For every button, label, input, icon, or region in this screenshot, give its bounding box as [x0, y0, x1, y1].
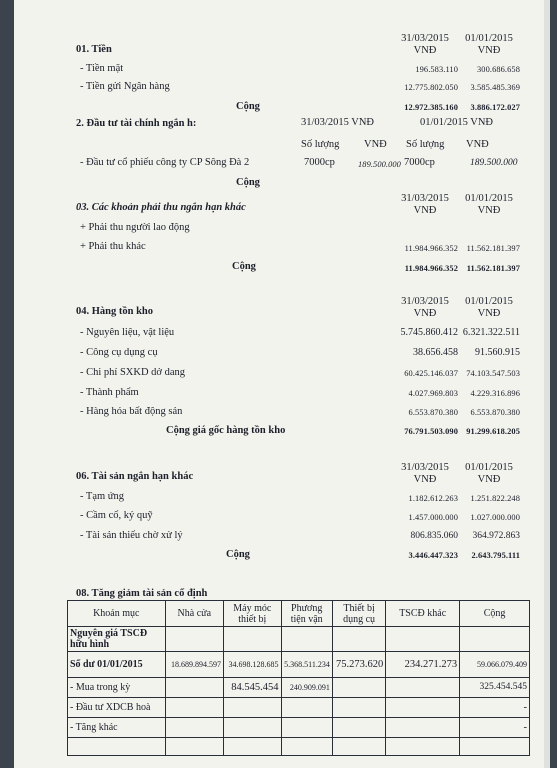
table-cell — [281, 698, 332, 718]
col2-unit: VNĐ — [477, 474, 501, 485]
table-cell — [224, 698, 281, 718]
table-cell — [386, 627, 460, 652]
row-value: 4.027.969.803 — [408, 389, 458, 398]
row-value: 6.553.870.380 — [470, 408, 520, 417]
table-cell: 240.909.091 — [281, 678, 332, 698]
col1-unit: VNĐ — [413, 474, 437, 485]
row-label: - Thành phẩm — [80, 387, 139, 398]
total-value: 12.972.385.160 — [404, 103, 458, 112]
table-cell — [224, 718, 281, 738]
table-cell — [386, 738, 460, 756]
row-value: 3.585.485.369 — [470, 83, 520, 92]
table-cell — [165, 738, 224, 756]
table-cell: 234.271.273 — [386, 652, 460, 678]
total-label: Cộng — [236, 101, 260, 112]
table-cell: - Đầu tư XDCB hoà — [68, 698, 166, 718]
section-title: 01. Tiền — [76, 44, 112, 55]
row-value: 11.984.966.352 — [404, 244, 458, 253]
total-label: Cộng — [236, 177, 260, 188]
row-value: 189.500.000 — [470, 158, 518, 168]
table-cell: 18.689.894.597 — [165, 652, 224, 678]
col1-unit: VNĐ — [413, 308, 437, 319]
row-label: - Nguyên liệu, vật liệu — [80, 327, 175, 338]
col2-date: 01/01/2015 — [465, 296, 513, 307]
table-cell — [386, 698, 460, 718]
table-header: TSCĐ khác — [386, 601, 460, 627]
section-title: 04. Hàng tồn kho — [76, 306, 154, 317]
section-title: 08. Tăng giảm tài sản cố định — [76, 588, 208, 599]
table-cell — [165, 718, 224, 738]
col-unit-header: VNĐ — [364, 139, 387, 150]
table-row — [68, 718, 530, 738]
row-value: 11.562.181.397 — [466, 244, 520, 253]
total-value: 11.562.181.397 — [466, 264, 520, 273]
table-cell — [332, 738, 385, 756]
col1-date: 31/03/2015 — [401, 33, 449, 44]
table-cell: 325.454.545 — [460, 678, 530, 698]
table-header: Máy móc thiết bị — [224, 601, 281, 627]
total-value: 2.643.795.111 — [471, 551, 520, 560]
row-value: 364.972.863 — [472, 531, 520, 541]
table-cell — [224, 627, 281, 652]
table-cell — [165, 698, 224, 718]
row-value: 38.656.458 — [413, 347, 458, 358]
col2-date: 01/01/2015 — [465, 33, 513, 44]
section-title: 06. Tài sản ngắn hạn khác — [76, 471, 194, 482]
total-value: 91.299.618.205 — [466, 427, 520, 436]
table-header: Thiết bị dụng cụ — [332, 601, 385, 627]
row-label: - Công cụ dụng cụ — [80, 347, 158, 358]
table-row — [68, 627, 530, 652]
row-label: - Tiền mặt — [80, 63, 124, 74]
row-value: 189.500.000 — [358, 160, 401, 169]
col1-date: 31/03/2015 — [401, 193, 449, 204]
table-cell — [281, 738, 332, 756]
table-row — [68, 652, 530, 678]
col1-unit: VNĐ — [413, 205, 437, 216]
col-qty-header: Số lượng — [406, 139, 445, 150]
row-label: - Hàng hóa bất động sản — [80, 406, 183, 417]
row-label: + Phải thu người lao động — [80, 222, 190, 233]
table-cell — [224, 738, 281, 756]
table-header: Cộng — [460, 601, 530, 627]
row-value: 12.775.802.050 — [404, 83, 458, 92]
row-value: 60.425.146.037 — [404, 369, 458, 378]
table-header: Nhà cửa — [165, 601, 224, 627]
col-qty-header: Số lượng — [301, 139, 340, 150]
total-value: 76.791.503.090 — [404, 427, 458, 436]
table-header-row — [68, 601, 530, 627]
row-value: 5.745.860.412 — [400, 327, 458, 338]
row-label: + Phải thu khác — [80, 241, 146, 252]
table-header: Phương tiện vận — [281, 601, 332, 627]
table-cell: - — [460, 698, 530, 718]
table-cell: - Mua trong kỳ — [68, 678, 166, 698]
table-cell — [460, 738, 530, 756]
row-label: - Tiền gửi Ngân hàng — [80, 81, 170, 92]
table-cell: 5.368.511.234 — [281, 652, 332, 678]
table-cell: - — [460, 718, 530, 738]
fixed-assets-table — [67, 600, 530, 756]
table-row — [68, 698, 530, 718]
table-cell — [332, 718, 385, 738]
row-value: 1.027.000.000 — [470, 513, 520, 522]
row-value: 300.686.658 — [477, 65, 520, 74]
total-label: Cộng — [232, 261, 256, 272]
table-cell: 84.545.454 — [224, 678, 281, 698]
table-cell — [165, 627, 224, 652]
row-label: - Chi phí SXKD dở dang — [80, 367, 186, 378]
table-cell — [332, 698, 385, 718]
table-row — [68, 738, 530, 756]
col1-date: 31/03/2015 VNĐ — [301, 117, 375, 128]
page-edge — [544, 0, 550, 768]
document-page — [14, 0, 550, 768]
total-value: 3.446.447.323 — [408, 551, 458, 560]
col2-unit: VNĐ — [477, 205, 501, 216]
total-label: Cộng — [226, 549, 250, 560]
col1-date: 31/03/2015 — [401, 462, 449, 473]
row-value: 806.835.060 — [410, 531, 458, 541]
total-value: 11.984.966.352 — [404, 264, 458, 273]
table-cell — [68, 738, 166, 756]
row-label: - Tạm ứng — [80, 491, 124, 502]
row-value: 6.321.322.511 — [462, 327, 520, 338]
row-value: 196.583.110 — [415, 65, 458, 74]
table-cell: Nguyên giá TSCĐ hữu hình — [68, 627, 166, 652]
total-value: 3.886.172.027 — [470, 103, 520, 112]
table-cell — [332, 627, 385, 652]
col2-date: 01/01/2015 — [465, 462, 513, 473]
table-cell — [281, 627, 332, 652]
table-cell: - Tăng khác — [68, 718, 166, 738]
row-value: 4.229.316.896 — [470, 389, 520, 398]
row-label: - Tài sản thiếu chờ xử lý — [80, 530, 183, 541]
col2-date: 01/01/2015 VNĐ — [420, 117, 494, 128]
col2-unit: VNĐ — [477, 45, 501, 56]
row-value: 91.560.915 — [475, 347, 520, 358]
section-title: 03. Các khoản phải thu ngắn hạn khác — [76, 202, 246, 213]
table-cell — [165, 678, 224, 698]
col-unit-header: VNĐ — [466, 139, 489, 150]
col1-unit: VNĐ — [413, 45, 437, 56]
total-label: Cộng giá gốc hàng tồn kho — [166, 425, 286, 436]
col2-date: 01/01/2015 — [465, 193, 513, 204]
row-value: 74.103.547.503 — [466, 369, 520, 378]
table-cell: 59.066.079.409 — [460, 652, 530, 678]
row-value: 1.251.822.248 — [470, 494, 520, 503]
row-value: 6.553.870.380 — [408, 408, 458, 417]
table-cell: Số dư 01/01/2015 — [68, 652, 166, 678]
table-cell — [386, 678, 460, 698]
section-title: 2. Đầu tư tài chính ngắn h: — [76, 118, 197, 129]
row-value: 1.457.000.000 — [408, 513, 458, 522]
table-row — [68, 678, 530, 698]
table-cell — [460, 627, 530, 652]
col2-unit: VNĐ — [477, 308, 501, 319]
table-cell: 34.698.128.685 — [224, 652, 281, 678]
table-cell: 75.273.620 — [332, 652, 385, 678]
table-header: Khoản mục — [68, 601, 166, 627]
table-cell — [281, 718, 332, 738]
table-cell — [386, 718, 460, 738]
col1-date: 31/03/2015 — [401, 296, 449, 307]
table-cell — [332, 678, 385, 698]
row-label: - Cầm cố, ký quỹ — [80, 510, 153, 521]
row-qty: 7000cp — [304, 157, 335, 168]
row-value: 1.182.612.263 — [408, 494, 458, 503]
row-label: - Đầu tư cổ phiếu công ty CP Sông Đà 2 — [80, 157, 250, 168]
row-qty: 7000cp — [404, 157, 435, 168]
